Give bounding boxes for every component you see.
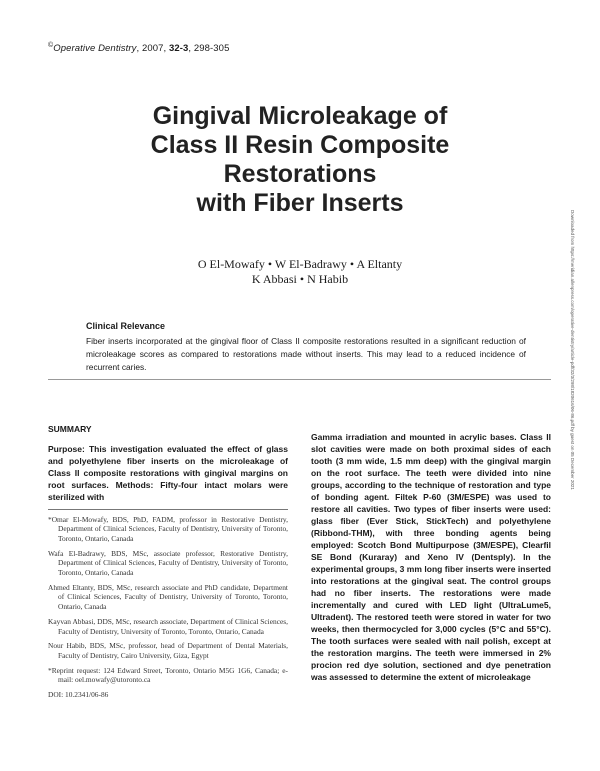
title-line: Restorations xyxy=(223,160,377,188)
clinical-relevance-heading: Clinical Relevance xyxy=(86,321,166,331)
author-line: K Abbasi • N Habib xyxy=(251,272,349,286)
affiliation-item: *Omar El-Mowafy, BDS, PhD, FADM, professor in Restorative Dentistry, Department of Clinical Sciences, Faculty of Dentistry, University of Toronto, Toronto, Ontario, Canada xyxy=(48,514,288,543)
affiliations xyxy=(48,515,288,700)
footnote-divider xyxy=(48,509,288,510)
title-line: with Fiber Inserts xyxy=(196,189,404,217)
summary-text-left: Purpose: This investigation evaluated the effect of glass and polyethylene fiber inserts on the microleakage of Class II composite restorations with gingival margins on root surfaces. Methods: Fifty-four intact molars were sterilized with xyxy=(48,444,288,502)
article-title xyxy=(60,102,540,218)
section-divider xyxy=(48,379,551,380)
author-list xyxy=(100,257,500,287)
journal-citation xyxy=(48,42,229,54)
author-line: O El-Mowafy • W El-Badrawy • A Eltanty xyxy=(197,257,403,271)
summary-heading: SUMMARY xyxy=(48,424,92,434)
journal-year: , 2007, xyxy=(136,43,169,55)
journal-volume: 32-3 xyxy=(168,43,189,55)
journal-name: Operative Dentistry xyxy=(53,43,137,55)
affiliation-item: Wafa El-Badrawy, BDS, MSc, associate professor, Restorative Dentistry, Department of Clinical Sciences, Faculty of Dentistry, University of Toronto, Toronto, Ontario, Canada xyxy=(48,548,288,578)
doi: DOI: 10.2341/06-86 xyxy=(48,690,109,700)
copyright-mark: © xyxy=(48,42,54,49)
clinical-relevance-text: Fiber inserts incorporated at the gingival floor of Class II composite restorations resulted in a significant reduction of microleakage scores as compared to restorations made without inserts. This may lead to a reduced incidence of recurrent caries. xyxy=(86,336,526,372)
affiliation-item: Nour Habib, BDS, MSc, professor, head of Department of Dental Materials, Faculty of Dentistry, Cairo University, Giza, Egypt xyxy=(48,641,288,660)
download-watermark: Downloaded from https://meridian.allenpress.com/operative-dentistry/article-pdf/32/3/298/1820616/06-86.pdf by guest on 05 December 2021 xyxy=(570,210,575,490)
clinical-relevance xyxy=(86,321,526,373)
left-column xyxy=(48,424,288,705)
reprint-request: *Reprint request: 124 Edward Street, Toronto, Ontario M5G 1G6, Canada; e-mail: oel.mowafy@utoronto.ca xyxy=(48,665,288,685)
affiliation-item: Kayvan Abbasi, DDS, MSc, research associate, Department of Clinical Sciences, Faculty of Dentistry, University of Toronto, Toronto, Ontario, Canada xyxy=(48,616,288,636)
affiliation-item: Ahmed Eltanty, BDS, MSc, research associate and PhD candidate, Department of Clinical Sciences, Faculty of Dentistry, University of Toronto, Toronto, Ontario, Canada xyxy=(48,582,288,612)
summary-text-right: Gamma irradiation and mounted in acrylic bases. Class II slot cavities were made on both proximal sides of each tooth (3 mm wide, 1.5 mm deep) with the gingival margin on the root surface. The teeth were divided into nine groups, according to the technique of restoration and type of bonding agent. Filtek P-60 (3M/ESPE) was used to restore all cavities. Two types of fiber inserts were used: glass fiber (Ever Stick, StickTech) and polyethylene (Ribbond-THM), with three bonding agents being employed: Scotch Bond Multipurpose (3M/ESPE), Clearfil SE Bond (Kuraray) and Xeno IV (Dentsply). In the experimental groups, 3 mm long fiber inserts were inserted into restorations at the gingival seat. The control groups had no fiber inserts. The restorations were made incrementally and cured with LED light (UltraLume5, Ultradent). The restored teeth were stored in water for two weeks, then thermocycled for 3,000 cycles (5°C and 55°C). The tooth surfaces were sealed with nail polish, except at the restoration margins. The teeth were immersed in 2% procion red dye solution, sectioned and dye penetration was assessed to determine the extent of microleakage xyxy=(311,432,551,682)
title-line: Class II Resin Composite xyxy=(150,131,450,159)
title-line: Gingival Microleakage of xyxy=(152,102,448,130)
journal-pages: , 298-305 xyxy=(188,43,230,55)
